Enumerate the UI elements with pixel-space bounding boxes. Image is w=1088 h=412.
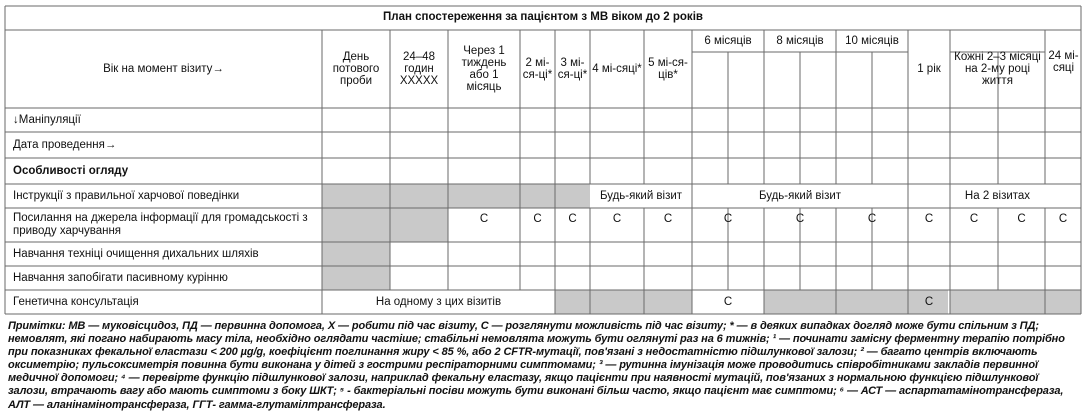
mark-c: С xyxy=(479,212,489,225)
mark-c: С xyxy=(1017,212,1026,225)
mark-c: С xyxy=(533,212,542,225)
mark-c: С xyxy=(568,212,577,225)
mark-c: С xyxy=(969,212,979,225)
col-8-months: 8 місяців xyxy=(776,35,824,47)
mark-c: С xyxy=(612,212,622,225)
col-every-2-3-months: Кожні 2–3 місяці на 2-му році життя xyxy=(954,51,1041,87)
row-label-date: Дата проведення→ xyxy=(13,138,117,151)
row-label-nutrition-instructions: Інструкції з правильної харчової поведінки xyxy=(13,189,240,202)
row-label-airway-clearance: Навчання техніці очищення дихальних шляхів xyxy=(13,247,259,260)
mark-c: С xyxy=(1058,212,1068,225)
span-any-visit-2: Будь-який візит xyxy=(758,189,842,202)
col-6-months: 6 місяців xyxy=(704,35,752,47)
row-label-genetic-consultation: Генетична консультація xyxy=(13,295,139,308)
col-1-year: 1 рік xyxy=(917,63,941,75)
col-2-months: 2 мі-ся-ці* xyxy=(522,57,553,81)
col-24-48-hours: 24–48 годин XXXXX xyxy=(399,51,439,87)
span-two-visits: На 2 візитах xyxy=(964,189,1031,202)
table-title: План спостереження за пацієнтом з МВ віком до 2 років xyxy=(383,11,703,23)
span-one-of-these-visits: На одному з цих візитів xyxy=(375,295,502,308)
row-label-passive-smoking: Навчання запобігати пасивному курінню xyxy=(13,271,228,284)
age-at-visit-label: Вік на момент візиту→ xyxy=(103,63,224,75)
mark-c: С xyxy=(924,212,934,225)
col-10-months: 10 місяців xyxy=(845,35,899,47)
col-5-months: 5 мі-ся-ців* xyxy=(648,57,688,81)
mark-c: С xyxy=(723,295,733,308)
col-4-months: 4 мі-сяці* xyxy=(592,63,642,75)
row-label-exam-features: Особливості огляду xyxy=(13,164,129,177)
span-any-visit-1: Будь-який візит xyxy=(599,189,683,202)
mark-c: С xyxy=(867,212,877,225)
mark-c: С xyxy=(723,212,733,225)
col-1-week-or-1-month: Через 1 тиждень або 1 місяць xyxy=(461,45,507,93)
mark-c: С xyxy=(924,295,934,308)
row-label-nutrition-info-sources: Посилання на джерела інформації для громадськості з приводу харчування xyxy=(13,212,308,237)
col-24-months: 24 мі-сяці xyxy=(1048,50,1079,74)
mark-c: С xyxy=(795,212,805,225)
col-sweat-test-day: День потового проби xyxy=(332,51,380,87)
col-3-months: 3 мі-ся-ці* xyxy=(557,57,588,81)
row-label-manipulations: ↓Маніпуляції xyxy=(13,113,81,126)
mark-c: С xyxy=(663,212,673,225)
table-notes xyxy=(8,320,1080,412)
notes-text: Примітки: МВ — муковісцидоз, ПД — первинна допомога, Х — робити під час візиту, С — розглянути можливість під час візиту; * — в деяких випадках догляд може бути спільним з ПД; немовлят, які погано набирають масу тіла, необхідно оглядати частіше; стабільні немовлята можуть бути оглянуті раз на 6 тижнів; ¹ — починати замісну ферментну терапію потрібно при показниках фекальної еластази < 200 µg/g, коефіцієнт поглинання жиру < 85 %, або 2 CFTR-мутації, пов'язані з недостатністю підшлункової залози; ² — багато центрів включають оксиметрію; пульсоксиметрія повинна бути виконана у дітей з гострими респіраторними симптомами; ³ — рутинна імунізація може проводитись співробітниками закладів первинної медичної допомоги; ⁴ — перевірте функцію підшлункової залози, наприклад фекальну еластазу, якщо пацієнти при наявності мутацій, пов'язаних з нормальною функцією підшлункової залози, втрачають вагу або мають симптоми з боку ШКТ; ⁵ - бактеріальні посіви можуть бути виконані більш часто, якщо пацієнт має симптоми; ⁶ — АСТ — аспартатамінотрансфераза, АЛТ — аланінамінотрансфераза, ГГТ- гамма-глутамілтрансфераза. xyxy=(8,320,1065,411)
